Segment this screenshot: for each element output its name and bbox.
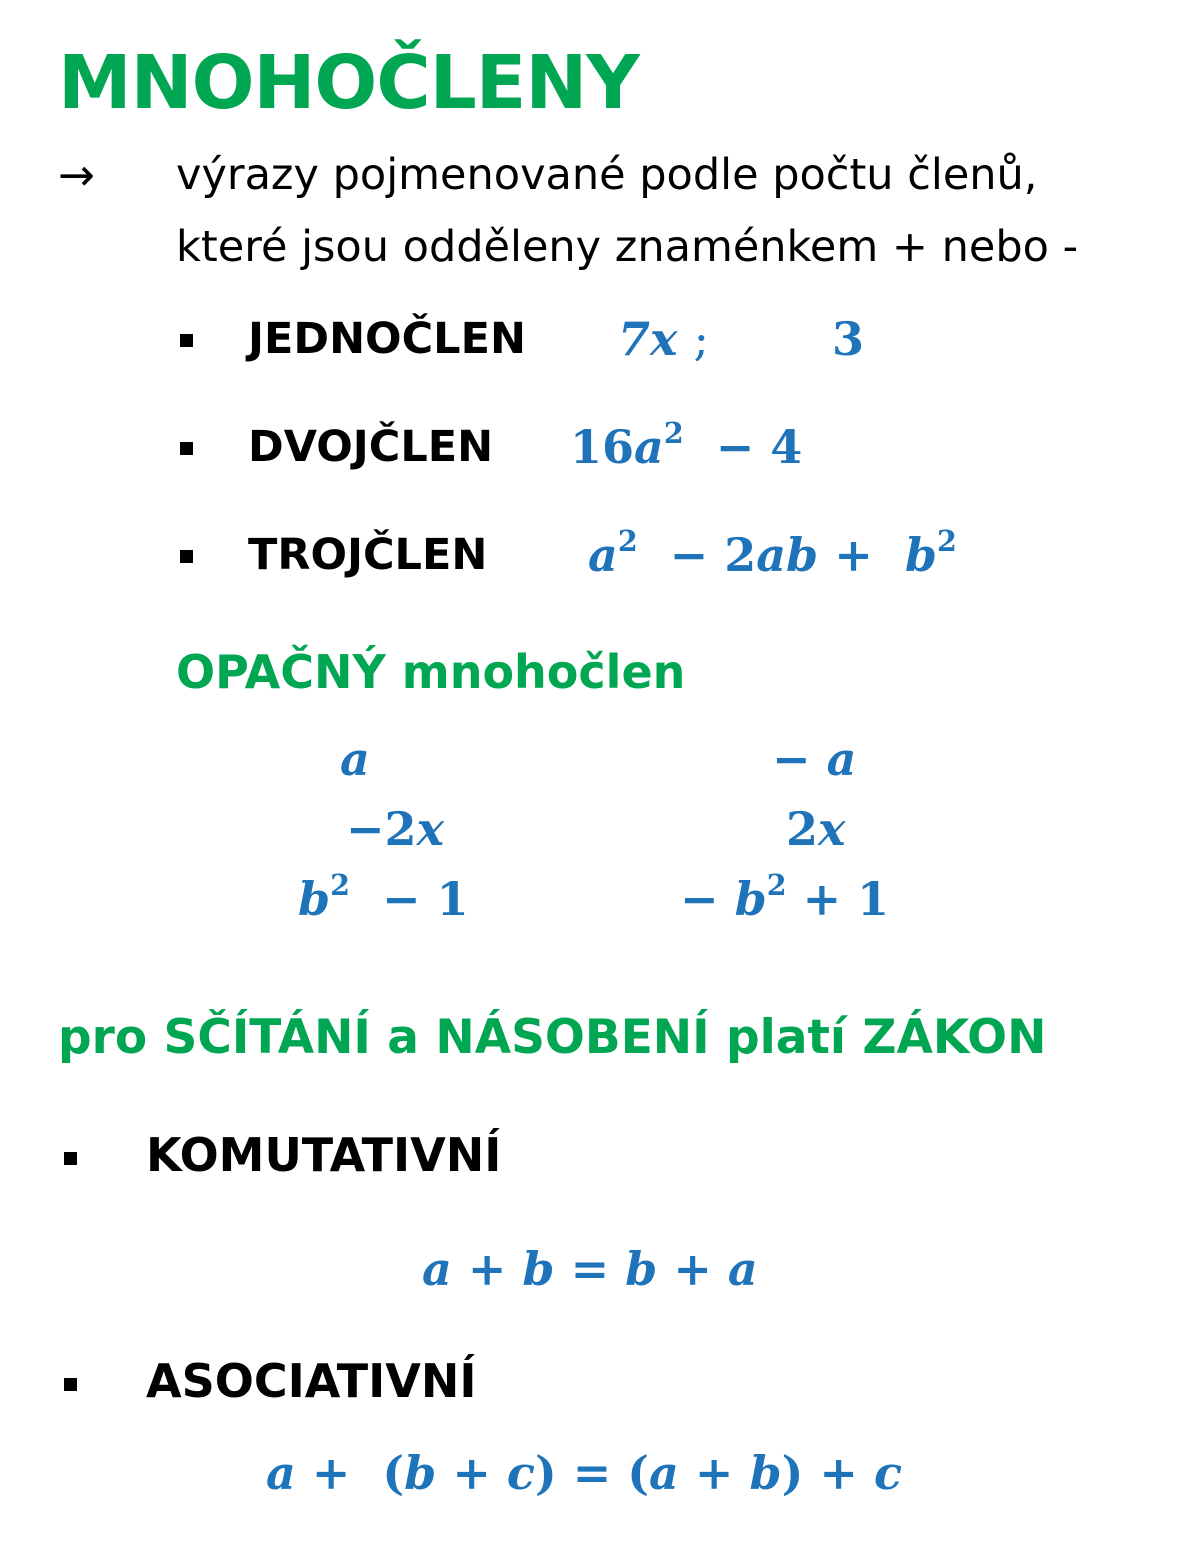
intro-line-2: které jsou odděleny znaménkem + nebo - (176, 222, 1079, 272)
law-name-associative: ASOCIATIVNÍ (146, 1354, 477, 1408)
type-name-binomial: DVOJČLEN (248, 422, 494, 472)
type-example-binomial: $16a^2 - 4$ (570, 416, 803, 474)
opposite-left-3: $b^2 - 1$ (298, 868, 469, 926)
bullet-icon (64, 1152, 77, 1165)
opposite-right-2: 2x (786, 802, 846, 856)
law-formula-commutative: a + b = b + a (422, 1242, 758, 1296)
arrow-icon: → (58, 150, 95, 201)
opposite-right-1: − a (772, 732, 857, 786)
intro-line-1: výrazy pojmenované podle počtu členů, (176, 150, 1038, 200)
type-name-monomial: JEDNOČLEN (248, 314, 526, 364)
bullet-icon (64, 1378, 77, 1391)
law-formula-associative: a + (b + c) = (a + b) + c (266, 1446, 902, 1500)
opposite-left-1: a (340, 732, 370, 786)
opposite-heading: OPAČNÝ mnohočlen (176, 645, 686, 699)
type-example-trinomial: $a^2 - 2ab + b^2$ (588, 524, 957, 582)
opposite-left-2: −2x (346, 802, 444, 856)
laws-heading: pro SČÍTÁNÍ a NÁSOBENÍ platí ZÁKON (58, 1010, 1047, 1065)
bullet-icon (180, 442, 193, 455)
law-name-commutative: KOMUTATIVNÍ (146, 1128, 502, 1182)
opposite-right-3: − $b^2 + 1$ (680, 868, 890, 926)
type-example-monomial-b: 3 (832, 312, 865, 366)
bullet-icon (180, 334, 193, 347)
type-name-trinomial: TROJČLEN (248, 530, 488, 580)
type-example-monomial-a: 7x ; (618, 312, 709, 366)
page-title: MNOHOČLENY (58, 40, 639, 126)
bullet-icon (180, 550, 193, 563)
